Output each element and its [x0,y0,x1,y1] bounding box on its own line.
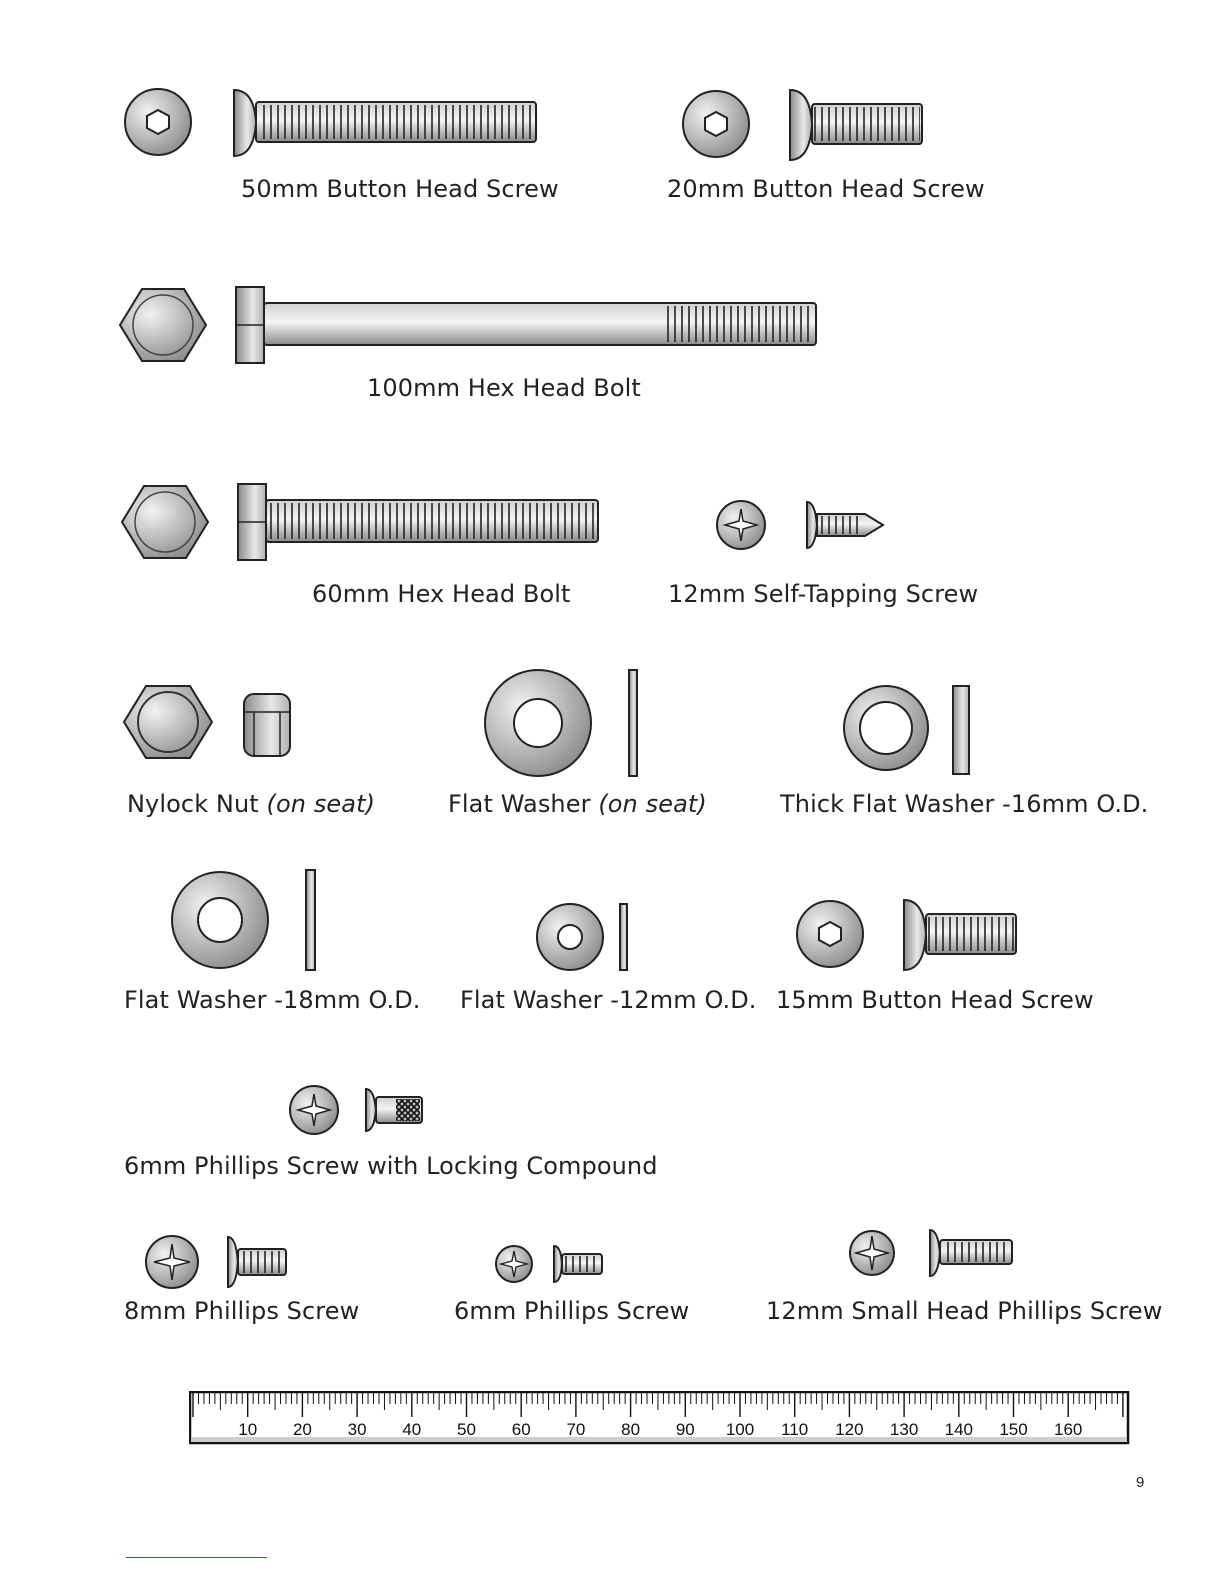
nylock-nut-drawing [126,684,306,764]
ruler-label: 80 [621,1420,641,1439]
ruler-label: 60 [511,1420,531,1439]
flat-washer-drawing [484,668,644,780]
self-tapping-screw-12mm-drawing [715,498,890,554]
phillips-screw-6mm-drawing [494,1242,609,1288]
ruler-shadow-band [191,1437,1127,1442]
part-label-button-50: 50mm Button Head Screw [241,175,559,203]
ruler-label: 20 [292,1420,312,1439]
part-label-thick-washer-16: Thick Flat Washer -16mm O.D. [780,790,1149,818]
ruler-label: 150 [999,1420,1028,1439]
part-label-phillips-8: 8mm Phillips Screw [124,1297,360,1325]
ruler-label: 30 [347,1420,367,1439]
nylock-nut-name: Nylock Nut [127,790,259,818]
button-head-screw-20mm-drawing [680,86,930,166]
part-label-washer-12: Flat Washer -12mm O.D. [460,986,757,1014]
part-label-flat-washer [448,790,707,818]
part-label-self-tap-12: 12mm Self-Tapping Screw [668,580,979,608]
ruler-label: 90 [675,1420,695,1439]
ruler-label: 100 [725,1420,755,1439]
phillips-screw-locking-6mm-drawing [288,1083,428,1139]
flat-washer-18mm-drawing [170,868,320,972]
ruler-label: 110 [781,1420,809,1439]
ruler-label: 70 [566,1420,586,1439]
ruler-label: 120 [835,1420,864,1439]
part-label-washer-18: Flat Washer -18mm O.D. [124,986,421,1014]
phillips-screw-8mm-drawing [144,1233,294,1293]
part-label-phillips-6: 6mm Phillips Screw [454,1297,690,1325]
part-label-nylock-nut [127,790,375,818]
ruler-label: 160 [1054,1420,1083,1439]
ruler-label: 140 [944,1420,973,1439]
ruler-label: 50 [457,1420,476,1439]
page-number: 9 [1136,1474,1145,1491]
flat-washer-12mm-drawing [536,902,632,974]
small-head-phillips-screw-12mm-drawing [848,1226,1018,1282]
part-label-button-15: 15mm Button Head Screw [776,986,1094,1014]
part-label-phillips-lock-6: 6mm Phillips Screw with Locking Compound [124,1152,658,1180]
ruler-label: 130 [889,1420,919,1439]
ruler-label: 40 [402,1420,422,1439]
part-label-button-20: 20mm Button Head Screw [667,175,985,203]
flat-washer-name: Flat Washer [448,790,591,818]
part-label-hex-100: 100mm Hex Head Bolt [367,374,641,402]
button-head-screw-50mm-drawing [122,84,542,164]
hex-head-bolt-60mm-drawing [122,482,602,562]
footer-link-underline[interactable] [126,1557,267,1558]
hex-head-bolt-100mm-drawing [120,285,820,365]
flat-washer-note: (on seat) [598,790,707,818]
button-head-screw-15mm-drawing [794,896,1024,976]
ruler-frame [190,1392,1128,1443]
part-label-hex-60: 60mm Hex Head Bolt [312,580,571,608]
part-label-phillips-small-12: 12mm Small Head Phillips Screw [766,1297,1163,1325]
ruler-label: 10 [238,1420,258,1439]
thick-flat-washer-drawing [842,684,972,776]
mm-ruler [189,1391,1131,1447]
nylock-nut-note: (on seat) [266,790,376,818]
